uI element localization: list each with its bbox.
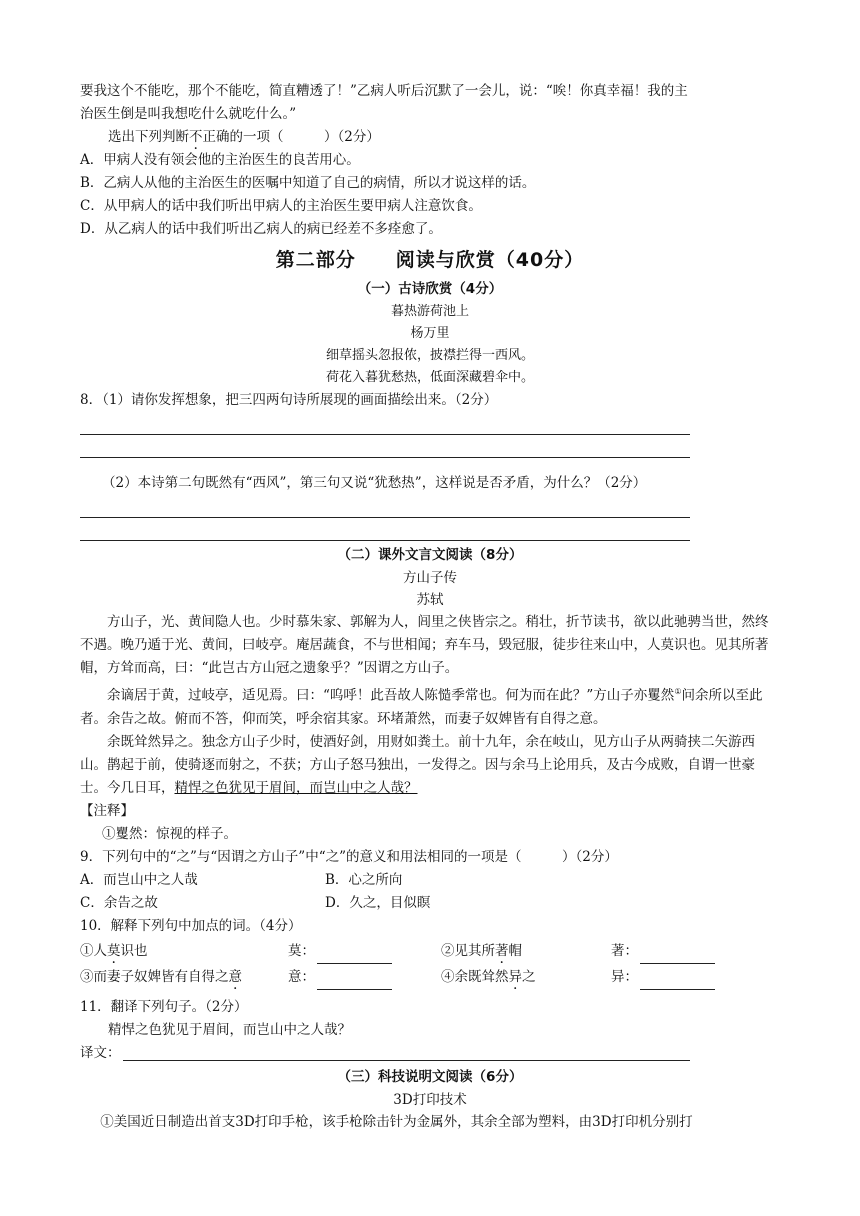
poem-line-2: 荷花入暮犹愁热，低面深藏碧伞中。	[325, 370, 534, 385]
q9-options-row-1	[80, 869, 780, 892]
sec3-text-title: 3D打印技术	[393, 1091, 467, 1108]
poem-author: 杨万里	[410, 326, 450, 341]
q10-item-2: ②见其所著帽	[441, 942, 522, 959]
q8-part2: （2）本诗第二句既然有“西风”，第三句又说“犹愁热”，这样说是否矛盾，为什么？（2分）	[102, 475, 647, 491]
answer-line[interactable]	[80, 518, 690, 541]
q7-prompt: 选出下列判断不正确的一项（ ）（2分）	[108, 129, 380, 145]
q7-option-a: A．甲病人没有领会他的主治医生的良苦用心。	[80, 152, 360, 168]
q11-prompt: 11．翻译下列句子。（2分）	[80, 998, 248, 1015]
q11-label: 译文：	[80, 1044, 121, 1061]
q9-option-c: C．余告之故	[80, 894, 158, 911]
q11-sentence: 精悍之色犹见于眉间，而岂山中之人哉？	[108, 1021, 351, 1038]
q10-item-3: ③而妻子奴婢皆有自得之意	[80, 968, 242, 985]
passage-para-2: 余谪居于黄，过岐亭，适见焉。曰：“呜呼！此吾故人陈慥季常也。何为而在此？”方山子亦矍然①问余所以至此者。余告之故。俯而不答，仰而笑，呼余宿其家。环堵萧然，而妻子奴婢皆有自得之意。	[80, 687, 763, 727]
passage-para-3: 余既耸然异之。独念方山子少时，使酒好剑，用财如粪土。前十九年，余在岐山，见方山子从两骑挟二矢游西山。鹊起于前，使骑逐而射之，不获；方山子怒马独出，一发得之。因与余马上论用兵，及古今成败，自谓一世豪士。今几日耳，精悍之色犹见于眉间，而岂山中之人哉？	[80, 733, 755, 796]
note-1: ①矍然：惊视的样子。	[102, 825, 237, 842]
q9-options-row-2	[80, 892, 780, 915]
emphasis-dot-char: 不	[189, 129, 203, 145]
sec1-title: （一）古诗欣赏（4分）	[357, 281, 503, 297]
q11-translation[interactable]	[80, 1042, 780, 1065]
q7-option-d: D．从乙病人的话中我们听出乙病人的病已经差不多痊愈了。	[80, 221, 442, 237]
q7-option-b: B．乙病人从他的主治医生的医嘱中知道了自己的病情，所以才说这样的话。	[80, 175, 536, 191]
q10-answer-1[interactable]: 莫：	[288, 938, 423, 964]
q9-prompt: 9．下列句中的“之”与“因谓之方山子”中“之”的意义和用法相同的一项是（ ）（2分）	[80, 848, 618, 865]
q10-item-1: ①人莫识也	[80, 942, 148, 959]
poem-line-1: 细草摇头忽报侬，披襟拦得一西风。	[325, 348, 534, 363]
answer-line[interactable]	[80, 435, 690, 458]
q7-text-line2: 治医生倒是叫我想吃什么就吃什么。”	[80, 106, 297, 122]
text-title: 方山子传	[403, 570, 457, 586]
sec3-para-1: ①美国近日制造出首支3D打印手枪，该手枪除击针为金属外，其余全部为塑料，由3D打印机分别打	[100, 1113, 693, 1130]
sec3-title: （三）科技说明文阅读（6分）	[337, 1068, 523, 1085]
text-author: 苏轼	[416, 592, 444, 608]
q10-row-2	[80, 964, 780, 990]
translation-answer-line[interactable]	[123, 1042, 690, 1061]
q9-option-b: B．心之所向	[325, 871, 403, 888]
q10-answer-4[interactable]: 异：	[611, 964, 715, 990]
q10-item-4: ④余既耸然异之	[441, 968, 536, 985]
exam-page	[80, 80, 780, 1134]
q7-option-c: C．从甲病人的话中我们听出甲病人的主治医生要甲病人注意饮食。	[80, 198, 482, 214]
answer-line[interactable]	[80, 412, 690, 435]
sec2-title: （二）课外文言文阅读（8分）	[337, 547, 523, 563]
q9-option-d: D．久之，目似瞑	[325, 894, 431, 911]
q7-text-line1: 要我这个不能吃，那个不能吃，简直糟透了！”乙病人听后沉默了一会儿，说：“唉！你真幸福！我的主	[80, 83, 688, 99]
passage-para-1: 方山子，光、黄间隐人也。少时慕朱家、郭解为人，闾里之侠皆宗之。稍壮，折节读书，欲以此驰骋当世，然终不遇。晚乃遁于光、黄间，曰岐亭。庵居蔬食，不与世相闻；弃车马，毁冠服，徒步往来山中，人莫识也。见其所著帽，方耸而高，曰：“此岂古方山冠之遗象乎？”因谓之方山子。	[80, 614, 769, 676]
q9-option-a: A．而岂山中之人哉	[80, 871, 198, 888]
q10-row-1	[80, 938, 780, 964]
poem-title: 暮热游荷池上	[390, 304, 469, 319]
q10-prompt: 10．解释下列句中加点的词。（4分）	[80, 917, 302, 934]
answer-line[interactable]	[80, 495, 690, 518]
footnote-marker: ①	[674, 687, 682, 696]
q10-answer-3[interactable]: 意：	[288, 964, 423, 990]
q8-part1: 8．（1）请你发挥想象，把三四两句诗所展现的画面描绘出来。（2分）	[80, 392, 498, 408]
part2-title: 第二部分 阅读与欣赏（40分）	[275, 249, 585, 271]
q10-answer-2[interactable]: 著：	[611, 938, 715, 964]
underlined-sentence: 精悍之色犹见于眉间，而岂山中之人哉？	[174, 779, 418, 796]
note-heading: 【注释】	[80, 802, 134, 819]
